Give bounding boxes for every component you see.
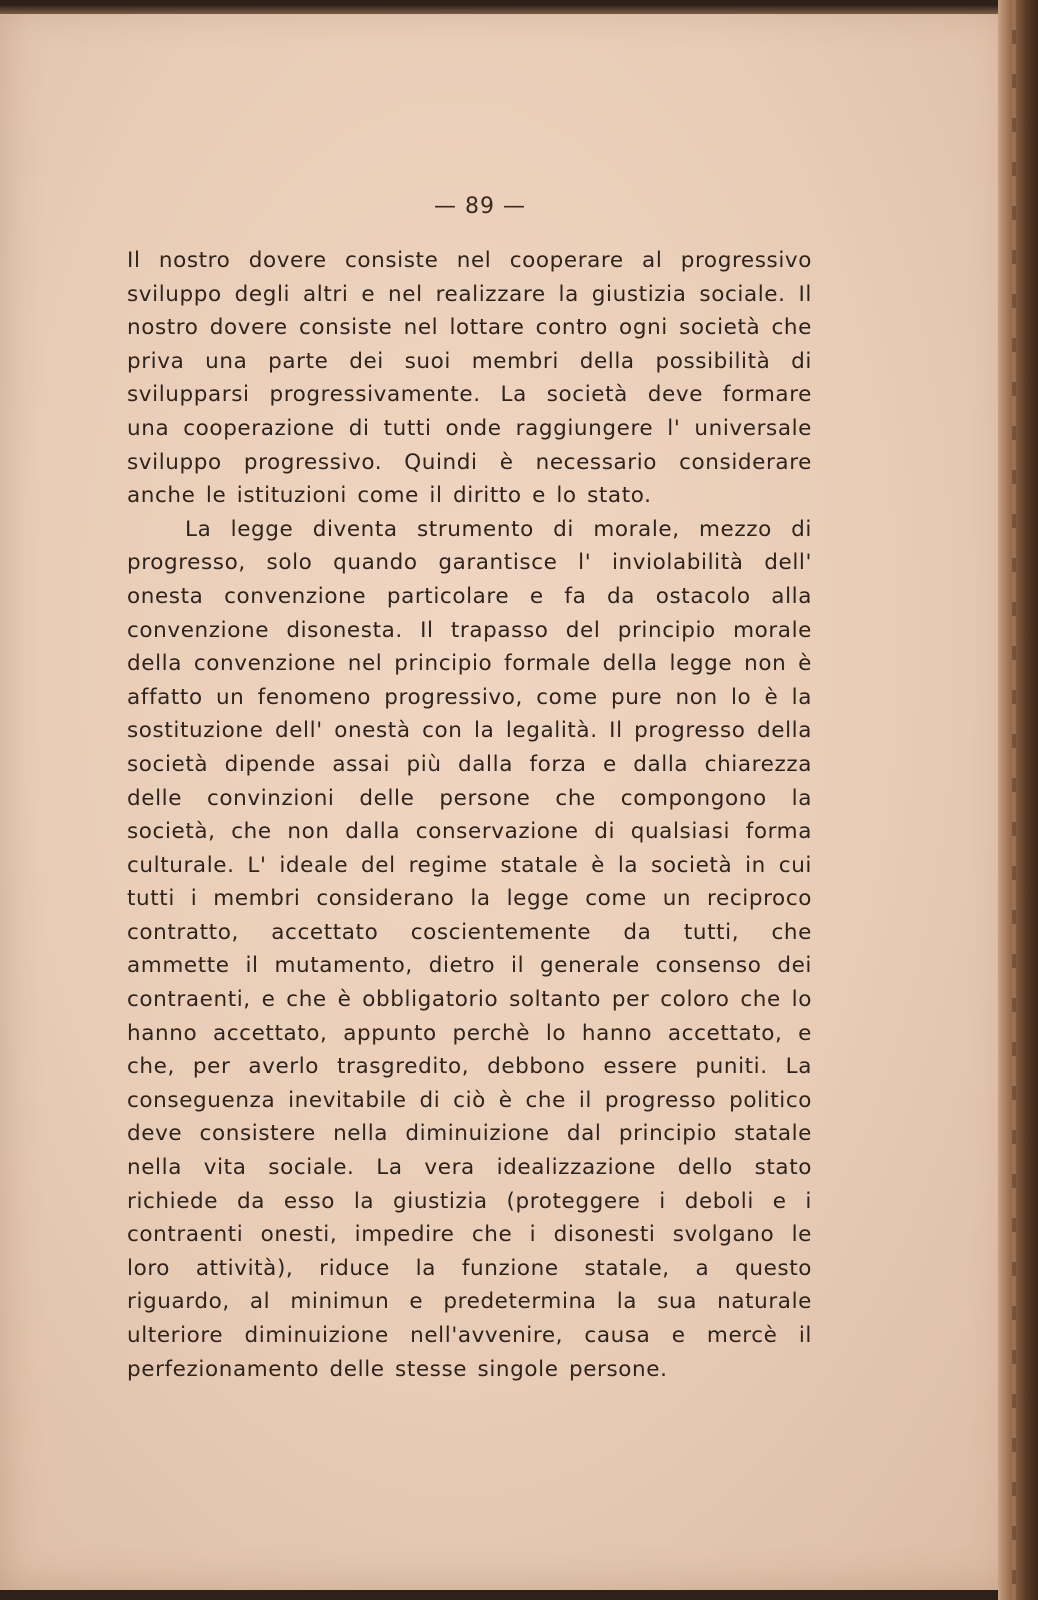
- body-text: [127, 244, 812, 1386]
- book-page-edges: [998, 0, 1038, 1600]
- top-edge: [0, 6, 1012, 14]
- paper-sheet: [0, 6, 1012, 1590]
- paragraph-2: La legge diventa strumento di morale, mezzo di progresso, solo quando garantisce l' inviolabilità dell' onesta convenzione particolare e fa da ostacolo alla convenzione disonesta. Il trapasso del principio morale della convenzione nel principio formale della legge non è affatto un fenomeno progressivo, come pure non lo è la sostituzione dell' onestà con la legalità. Il progresso della società dipende assai più dalla forza e dalla chiarezza delle convinzioni delle persone che compongono la società, che non dalla conservazione di qualsiasi forma culturale. L' ideale del regime statale è la società in cui tutti i membri considerano la legge come un reciproco contratto, accettato coscientemente da tutti, che ammette il mutamento, dietro il generale consenso dei contraenti, e che è obbligatorio soltanto per coloro che lo hanno accettato, appunto perchè lo hanno accettato, e che, per averlo trasgredito, debbono essere puniti. La conseguenza inevitabile di ciò è che il progresso politico deve consistere nella diminuizione dal principio statale nella vita sociale. La vera idealizzazione dello stato richiede da esso la giustizia (proteggere i deboli e i contraenti onesti, impedire che i disonesti svolgano le loro attività), riduce la funzione statale, a questo riguardo, al minimun e predetermina la sua naturale ulteriore diminuizione nell'avvenire, causa e mercè il perfezionamento delle stesse singole persone.: [127, 516, 812, 1382]
- page-number: — 89 —: [434, 194, 526, 219]
- book-page-edge-stripe: [1012, 0, 1016, 1600]
- paragraph-1: Il nostro dovere consiste nel cooperare al progressivo sviluppo degli altri e nel realizzare la giustizia sociale. Il nostro dovere consiste nel lottare contro ogni società che priva una parte dei suoi membri della possibilità di svilupparsi progressivamente. La società deve formare una cooperazione di tutti onde raggiungere l' universale sviluppo progressivo. Quindi è necessario considerare anche le istituzioni come il diritto e lo stato.: [127, 248, 812, 509]
